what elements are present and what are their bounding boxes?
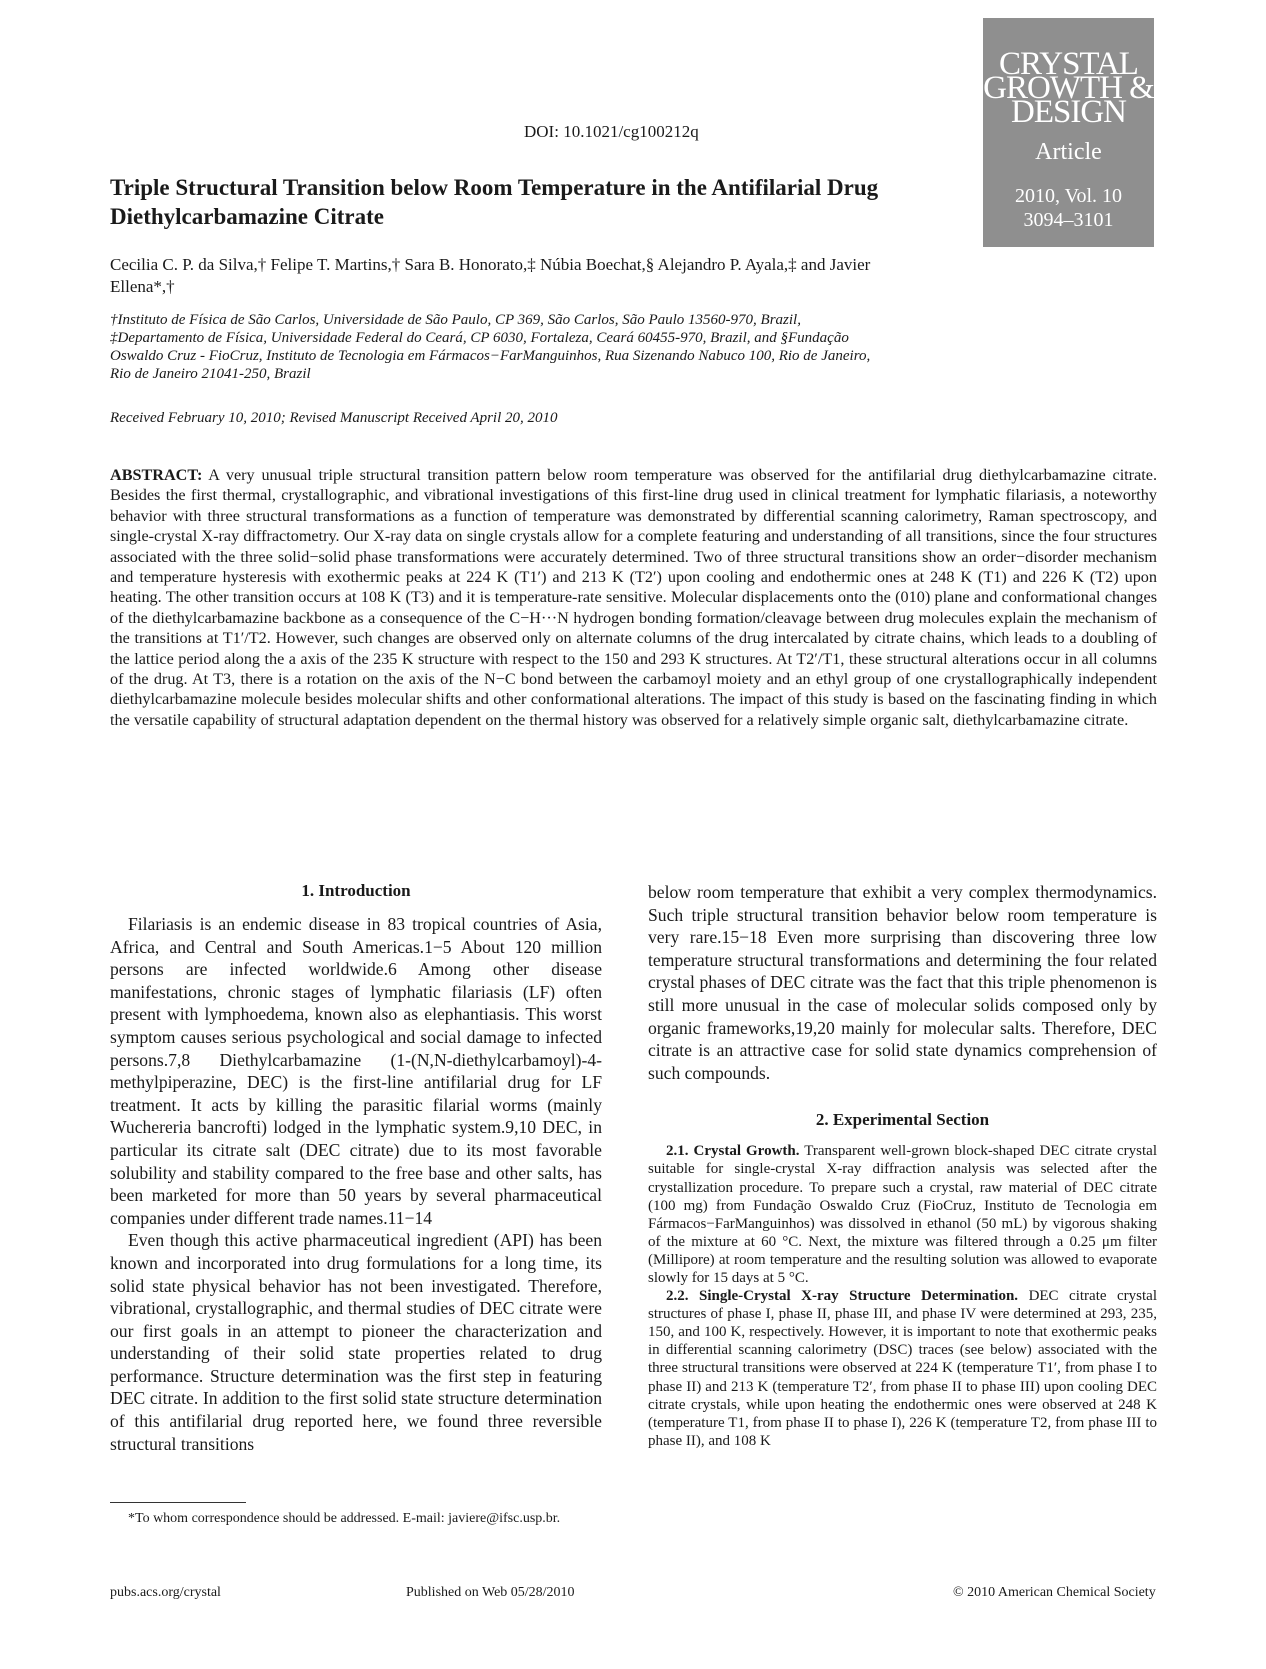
abstract [110, 465, 1157, 730]
paper-title: Triple Structural Transition below Room Temperature in the Antifilarial Drug Diethylcarbamazine Citrate [110, 175, 879, 229]
journal-badge [983, 18, 1154, 247]
intro-heading: 1. Introduction [301, 881, 411, 900]
abstract-text: A very unusual triple structural transition pattern below room temperature was observed for the antifilarial drug diethylcarbamazine citrate. Besides the first thermal, crystallographic, and vibrational investigations of this first-line drug used in clinical treatment for lymphatic filariasis, a noteworthy behavior with three structural transformations as a function of temperature was demonstrated by differential scanning calorimetry, Raman spectroscopy, and single-crystal X-ray diffractometry. Our X-ray data on single crystals allow for a complete featuring and understanding of all transitions, since the four structures associated with the three solid−solid phase transformations were accurately determined. Two of three structural transitions show an order−disorder mechanism and temperature hysteresis with exothermic peaks at 224 K (T1′) and 213 K (T2′) upon cooling and endothermic ones at 248 K (T1) and 226 K (T2) upon heating. The other transition occurs at 108 K (T3) and it is temperature-rate sensitive. Molecular displacements onto the (010) plane and conformational changes of the diethylcarbamazine backbone as a consequence of the C−H···N hydrogen bonding formation/cleavage between drug molecules explain the mechanism of the transitions at T1′/T2. However, such changes are observed only on alternate columns of the drug intercalated by citrate chains, which leads to a doubling of the lattice period along the a axis of the 235 K structure with respect to the 150 and 293 K structures. At T2′/T1, these structural alterations occur in all columns of the drug. At T3, there is a rotation on the axis of the N−C bond between the carbamoyl moiety and an ethyl group of one crystallographically independent diethylcarbamazine molecule besides molecular shifts and other conformational alterations. The impact of this study is based on the fascinating finding in which the versatile capability of structural adaptation dependent on the thermal history was observed for a relatively simple organic salt, diethylcarbamazine citrate. [110, 466, 1157, 729]
footer-journal-url[interactable]: pubs.acs.org/crystal [110, 1585, 221, 1600]
intro-paragraph-3: below room temperature that exhibit a very complex thermodynamics. Such triple structural transition behavior below room temperature is very rare.15−18 Even more surprising than discovering three low temperature structural transformations and determining the four related crystal phases of DEC citrate was the fact that this triple phenomenon is still more unusual in the case of molecular solids composed only by organic frameworks,19,20 mainly for molecular salts. Therefore, DEC citrate is an attractive case for solid state dynamics comprehension of such compounds. [648, 882, 1157, 1083]
footer-published-date: Published on Web 05/28/2010 [406, 1585, 575, 1600]
footnote-divider [110, 1502, 246, 1503]
author-list: Cecilia C. P. da Silva,† Felipe T. Martins,† Sara B. Honorato,‡ Núbia Boechat,§ Alejandro P. Ayala,‡ and Javier Ellena*,† [110, 255, 871, 296]
intro-paragraph-2: Even though this active pharmaceutical ingredient (API) has been known and incorporated into drug formulations for a long time, its solid state physical behavior has not been investigated. Therefore, vibrational, crystallographic, and thermal studies of DEC citrate were our first goals in an attempt to pioneer the characterization and understanding of their solid state properties related to drug performance. Structure determination was the first step in featuring DEC citrate. In addition to the first solid state structure determination of this antifilarial drug reported here, we found three reversible structural transitions [110, 1230, 602, 1454]
doi[interactable]: DOI: 10.1021/cg100212q [524, 122, 699, 141]
intro-paragraph-1: Filariasis is an endemic disease in 83 tropical countries of Asia, Africa, and Central and South Americas.1−5 About 120 million persons are infected worldwide.6 Among other disease manifestations, chronic stages of lymphatic filariasis (LF) often present with lymphoedema, known also as elephantiasis. This worst symptom causes serious psychological and social damage to infected persons.7,8 Diethylcarbamazine (1-(N,N-diethylcarbamoyl)-4-methylpiperazine, DEC) is the first-line antifilarial drug for LF treatment. It acts by killing the parasitic filarial worms (mainly Wuchereria bancrofti) lodged in the lymphatic system.9,10 DEC, in particular its citrate salt (DEC citrate) due to its most favorable solubility and stability compared to the free base and other salts, has been marketed for more than 50 years by several pharmaceutical companies under different trade names.11−14 [110, 914, 602, 1228]
left-column [110, 881, 602, 1455]
crystal-growth-label: 2.1. Crystal Growth. [666, 1143, 800, 1160]
xray-paragraph [648, 1287, 1157, 1450]
journal-volume: 2010, Vol. 10 [1014, 185, 1123, 207]
received-dates: Received February 10, 2010; Revised Manuscript Received April 20, 2010 [110, 410, 558, 426]
footer-copyright: © 2010 American Chemical Society [953, 1585, 1156, 1600]
crystal-growth-paragraph [648, 1142, 1157, 1287]
xray-label: 2.2. Single-Crystal X-ray Structure Determination. [666, 1288, 1019, 1305]
experimental-heading: 2. Experimental Section [815, 1110, 990, 1130]
journal-name: CRYSTAL GROWTH & DESIGN [983, 46, 1154, 130]
correspondence-footnote: *To whom correspondence should be addressed. E-mail: javiere@ifsc.usp.br. [128, 1511, 561, 1526]
affiliations: †Instituto de Física de São Carlos, Universidade de São Paulo, CP 369, São Carlos, São Paulo 13560-970, Brazil, ‡Departamento de Física, Universidade Federal do Ceará, CP 6030, Fortaleza, Ceará 60455-970, Brazil, and §Fundação Oswaldo Cruz - FioCruz, Instituto de Tecnologia em Fármacos−FarManguinhos, Rua Sizenando Nabuco 100, Rio de Janeiro, Rio de Janeiro 21041-250, Brazil [110, 312, 871, 382]
journal-pages: 3094–3101 [1023, 209, 1114, 231]
article-type: Article [1035, 139, 1102, 165]
crystal-growth-text: Transparent well-grown block-shaped DEC citrate crystal suitable for single-crystal X-ray diffraction analysis was selected after the crystallization procedure. To prepare such a crystal, raw material of DEC citrate (100 mg) from Fundação Oswaldo Cruz (FioCruz, Instituto de Tecnologia em Fármacos−FarManguinhos) was dissolved in ethanol (50 mL) by vigorous shaking of the mixture at 60 °C. Next, the mixture was filtered through a 0.25 μm filter (Millipore) at room temperature and the resulting solution was allowed to evaporate slowly for 15 days at 5 °C. [648, 1143, 1157, 1286]
abstract-label: ABSTRACT: [110, 466, 203, 484]
xray-text: DEC citrate crystal structures of phase I, phase II, phase III, and phase IV were determined at 293, 235, 150, and 100 K, respectively. However, it is important to note that exothermic peaks in differential scanning calorimetry (DSC) traces (see below) associated with the three structural transitions were observed at 224 K (temperature T1′, from phase I to phase II) and 213 K (temperature T2′, from phase II to phase III) upon cooling DEC citrate crystals, while upon heating the endothermic ones were observed at 248 K (temperature T1, from phase II to phase I), 226 K (temperature T2, from phase III to phase II), and 108 K [648, 1288, 1157, 1449]
right-column [648, 881, 1157, 1450]
